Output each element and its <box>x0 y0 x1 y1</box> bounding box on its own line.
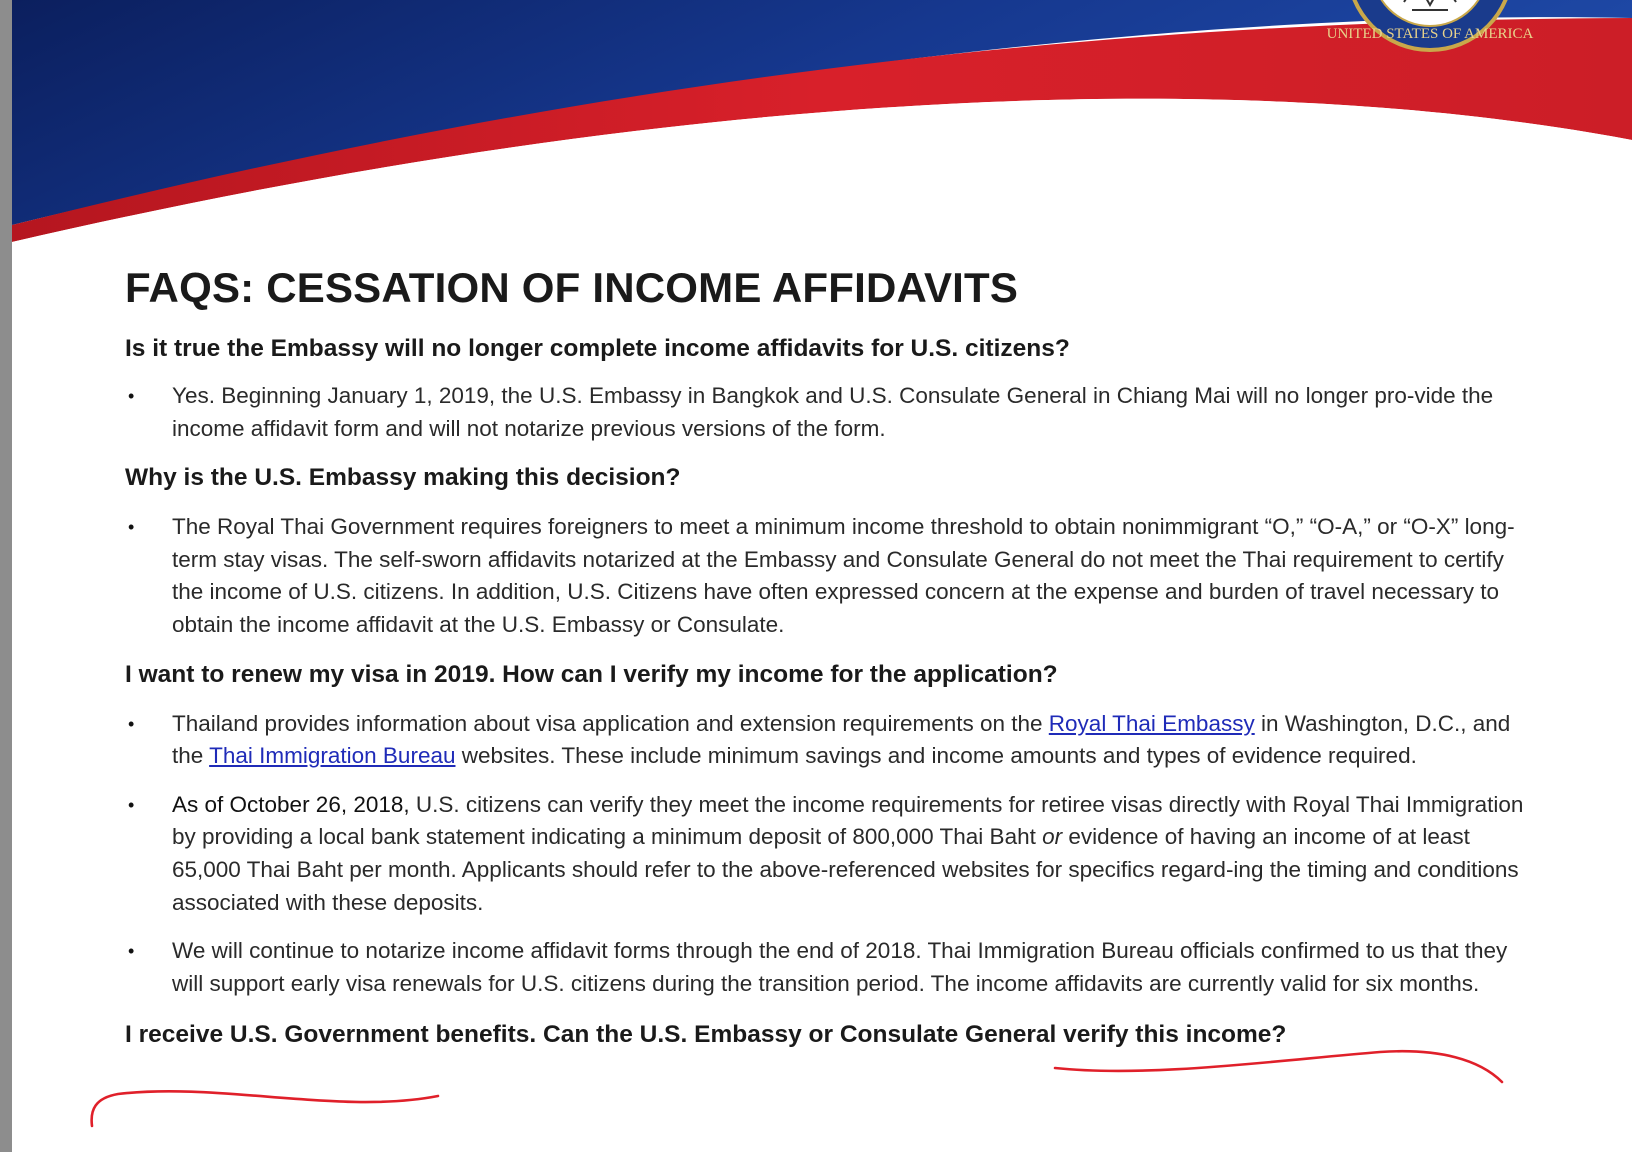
list-item <box>125 511 1525 641</box>
answer-text: websites. These include minimum savings and income amounts and types of evidence required. <box>455 743 1417 769</box>
faq-content <box>125 258 1525 1052</box>
header-banner <box>12 0 1632 260</box>
answer-text: in Washington, D.C., and the <box>172 710 1511 769</box>
list-item <box>125 380 1525 445</box>
faq-question: I want to renew my visa in 2019. How can I verify my income for the application? <box>125 660 1058 688</box>
answer-text: Thailand provides information about visa application and extension requirements on the <box>172 710 1049 736</box>
answer-text: evidence of having an income of at least 65,000 Thai Baht per month. Applicants should refer to the above-referenced websites for specifics regard-ing the timing and conditions associated with these deposits. <box>172 824 1519 915</box>
faq-question: I receive U.S. Government benefits. Can the U.S. Embassy or Consulate General verify this income? <box>125 1021 1287 1049</box>
bullet-icon: • <box>128 941 135 962</box>
answer-list <box>125 708 1525 773</box>
answer-text: The Royal Thai Government requires foreigners to meet a minimum income threshold to obtain nonimmigrant “O,” “O-A,” or “O-X” long-term stay visas. The self-sworn affidavits notarized at the Embassy and Consulate General do not meet the Thai requirement to certify the income of U.S. citizens. In addition, U.S. Citizens have often expressed concern at the expense and burden of travel necessary to obtain the income affidavit at the U.S. Embassy or Consulate. <box>172 514 1515 637</box>
answer-text: Yes. Beginning January 1, 2019, the U.S. Embassy in Bangkok and U.S. Consulate General in Chiang Mai will no longer pro-vide the income affidavit form and will not notarize previous versions of the form. <box>172 383 1494 441</box>
bullet-icon: • <box>128 517 135 538</box>
answer-list <box>125 511 1525 641</box>
seal-text: UNITED STATES OF AMERICA <box>1326 26 1534 42</box>
list-item <box>125 935 1525 1000</box>
answer-list <box>125 380 1525 445</box>
answer-text: We will continue to notarize income affidavit forms through the end of 2018. Thai Immigration Bureau officials confirmed to us that they will support early visa renewals for U.S. citizens during the transition period. The income affidavits are currently valid for six months. <box>172 938 1508 996</box>
answer-text: U.S. citizens can verify they meet the income requirements for retiree visas directly with Royal Thai Immigration by providing a local bank statement indicating a minimum deposit of 800,000 Thai Baht <box>172 791 1524 850</box>
list-item <box>125 708 1525 773</box>
answer-list <box>125 789 1525 919</box>
faq-question: Why is the U.S. Embassy making this decision? <box>125 464 681 492</box>
answer-list <box>125 935 1525 1000</box>
bullet-icon: • <box>128 713 135 734</box>
list-item <box>125 789 1525 919</box>
document-page <box>12 0 1632 1152</box>
bullet-icon: • <box>128 386 135 406</box>
faq-question: Is it true the Embassy will no longer complete income affidavits for U.S. citizens? <box>125 335 1070 362</box>
royal-thai-embassy-link[interactable]: Royal Thai Embassy <box>1048 710 1255 736</box>
answer-emphasis: or <box>1042 824 1063 850</box>
answer-lead: As of October 26, 2018, <box>172 791 410 817</box>
bullet-icon: • <box>128 794 135 815</box>
thai-immigration-bureau-link[interactable]: Thai Immigration Bureau <box>209 743 456 769</box>
page-title: FAQS: CESSATION OF INCOME AFFIDAVITS <box>125 264 1019 311</box>
